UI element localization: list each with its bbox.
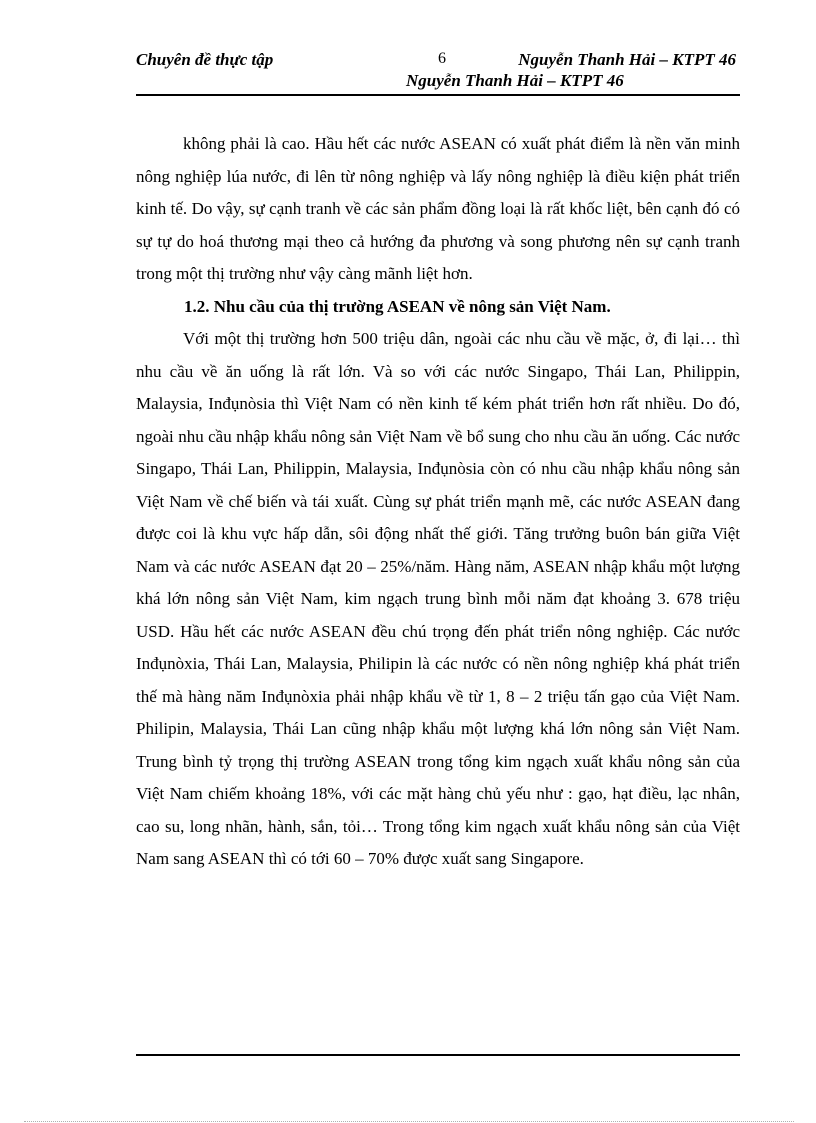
page-number: 6 [438,50,446,67]
header-author-repeat: Nguyễn Thanh Hải – KTPT 46 [406,71,624,90]
footer-divider [136,1054,740,1056]
document-body [136,128,740,876]
section-heading: 1.2. Nhu cầu của thị trường ASEAN về nông sản Việt Nam. [184,296,611,316]
page-bottom-edge [24,1121,794,1122]
page-header [136,46,740,96]
paragraph-continued: không phải là cao. Hầu hết các nước ASEAN có xuất phát điểm là nền văn minh nông nghiệp lúa nước, đi lên từ nông nghiệp và lấy nông nghiệp là điều kiện phát triển kinh tế. Do vậy, sự cạnh tranh về các sản phẩm đồng loại là rất khốc liệt, bên cạnh đó có sự tự do hoá thương mại theo cả hướng đa phương và song phương nên sự cạnh tranh trong một thị trường như vậy càng mãnh liệt hơn. [136,134,740,283]
paragraph-market-demand: Với một thị trường hơn 500 triệu dân, ngoài các nhu cầu về mặc, ở, đi lại… thì nhu cầu về ăn uống là rất lớn. Và so với các nước Singapo, Thái Lan, Philippin, Malaysia, Inđụnòsia thì Việt Nam có nền kinh tế kém phát triển hơn rất nhiều. Do đó, ngoài nhu cầu nhập khẩu nông sản Việt Nam về bổ sung cho nhu cầu ăn uống. Các nước Singapo, Thái Lan, Philippin, Malaysia, Inđụnòsia còn có nhu cầu nhập khẩu nông sản Việt Nam về chế biến và tái xuất. Cùng sự phát triển mạnh mẽ, các nước ASEAN đang được coi là khu vực hấp dẫn, sôi động nhất thế giới. Tăng trưởng buôn bán giữa Việt Nam và các nước ASEAN đạt 20 – 25%/năm. Hàng năm, ASEAN nhập khẩu một lượng khá lớn nông sản Việt Nam, kim ngạch trung bình mỗi năm đạt khoảng 3. 678 triệu USD. Hầu hết các nước ASEAN đều chú trọng đến phát triển nông nghiệp. Các nước Inđụnòxia, Thái Lan, Malaysia, Philipin là các nước có nền nông nghiệp khá phát triển thế mà hàng năm Inđụnòxia phải nhập khẩu về từ 1, 8 – 2 triệu tấn gạo của Việt Nam. Philipin, Malaysia, Thái Lan cũng nhập khẩu một lượng khá lớn nông sản Việt Nam. Trung bình tỷ trọng thị trường ASEAN trong tổng kim ngạch xuất khẩu nông sản của Việt Nam chiếm khoảng 18%, với các mặt hàng chủ yếu như : gạo, hạt điều, lạc nhân, cao su, long nhãn, hành, sắn, tỏi… Trong tổng kim ngạch xuất khẩu nông sản của Việt Nam sang ASEAN thì có tới 60 – 70% được xuất sang Singapore. [136,329,740,868]
header-author: Nguyễn Thanh Hải – KTPT 46 [518,50,736,69]
header-title: Chuyên đề thực tập [136,50,274,69]
